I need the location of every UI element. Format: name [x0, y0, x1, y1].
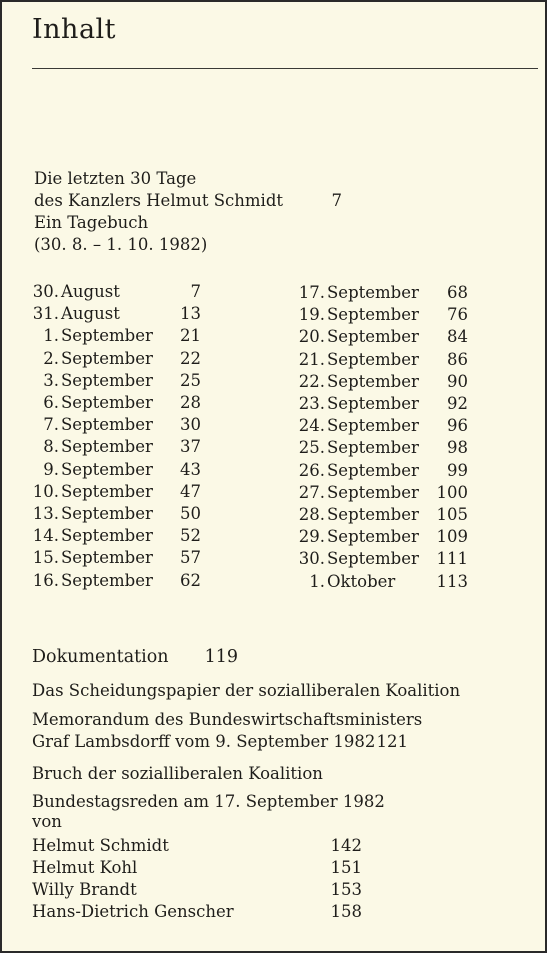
- diary-day-page: 96: [447, 416, 468, 436]
- intro-line-2: des Kanzlers Helmut Schmidt: [34, 191, 284, 210]
- diary-day-page: 25: [180, 370, 201, 390]
- diary-day-page: 113: [436, 571, 468, 591]
- speaker-page: 158: [330, 902, 362, 921]
- diary-day-page: 13: [180, 304, 201, 324]
- diary-day-page: 7: [190, 282, 201, 301]
- diary-day-label: September: [61, 437, 153, 457]
- diary-day-label: September: [61, 526, 153, 546]
- diary-day-number: 23.: [298, 394, 325, 413]
- diary-day-number: 30.: [32, 282, 59, 301]
- scheidung-title: Das Scheidungspapier der sozialliberalen Koalition: [32, 681, 461, 700]
- speaker-name: Willy Brandt: [32, 880, 137, 899]
- speaker-name: Hans-Dietrich Genscher: [32, 902, 234, 921]
- diary-day-label: September: [327, 283, 419, 302]
- documentation-page: 119: [204, 647, 238, 667]
- heading-rule: [32, 68, 538, 69]
- diary-day-number: 17.: [298, 283, 325, 302]
- diary-day-page: 22: [180, 348, 201, 368]
- diary-day-page: 84: [447, 327, 468, 347]
- diary-day-page: 92: [447, 394, 468, 413]
- diary-day-number: 20.: [298, 327, 325, 347]
- diary-day-page: 68: [447, 283, 468, 302]
- diary-day-label: September: [327, 482, 419, 502]
- diary-day-number: 1.: [309, 571, 325, 591]
- diary-day-label: September: [61, 570, 153, 590]
- diary-day-label: September: [61, 326, 153, 346]
- diary-day-label: September: [327, 394, 419, 413]
- diary-day-page: 100: [436, 482, 468, 502]
- diary-day-page: 62: [180, 570, 201, 590]
- speaker-page: 142: [330, 836, 362, 855]
- diary-day-number: 25.: [298, 438, 325, 458]
- diary-day-label: September: [61, 393, 153, 412]
- diary-day-number: 24.: [298, 416, 325, 436]
- bruch-title: Bruch der sozialliberalen Koalition: [32, 764, 323, 783]
- diary-day-page: 90: [447, 371, 468, 391]
- diary-day-label: September: [327, 460, 419, 480]
- documentation-title: Dokumentation: [32, 647, 169, 667]
- diary-day-label: September: [61, 459, 153, 479]
- diary-day-page: 52: [180, 526, 201, 546]
- diary-day-number: 6.: [43, 393, 59, 412]
- diary-day-number: 10.: [32, 481, 59, 501]
- diary-day-page: 86: [447, 349, 468, 369]
- speaker-page: 151: [330, 858, 362, 877]
- diary-day-label: September: [327, 305, 419, 325]
- diary-day-page: 43: [180, 459, 201, 479]
- diary-day-number: 28.: [298, 505, 325, 524]
- diary-day-number: 27.: [298, 482, 325, 502]
- memo-line-1: Memorandum des Bundeswirtschaftsministers: [32, 710, 423, 729]
- diary-day-number: 7.: [43, 415, 59, 435]
- diary-day-label: Oktober: [327, 571, 396, 591]
- diary-day-label: September: [327, 349, 419, 369]
- diary-day-number: 19.: [298, 305, 325, 325]
- diary-day-number: 16.: [32, 570, 59, 590]
- diary-day-number: 8.: [43, 437, 59, 457]
- speaker-name: Helmut Kohl: [32, 858, 138, 877]
- diary-day-number: 14.: [32, 526, 59, 546]
- diary-day-label: September: [61, 481, 153, 501]
- intro-line-3: Ein Tagebuch: [34, 213, 149, 232]
- diary-day-label: September: [61, 504, 153, 523]
- intro-page: 7: [331, 191, 342, 210]
- diary-day-page: 99: [447, 460, 468, 480]
- diary-day-number: 22.: [298, 371, 325, 391]
- diary-day-label: September: [327, 549, 419, 569]
- diary-day-label: September: [61, 348, 153, 368]
- diary-day-number: 29.: [298, 527, 325, 547]
- diary-day-number: 9.: [43, 459, 59, 479]
- diary-day-page: 57: [180, 548, 201, 568]
- diary-day-label: September: [327, 371, 419, 391]
- diary-day-label: September: [327, 527, 419, 547]
- diary-day-page: 98: [447, 438, 468, 458]
- diary-day-number: 26.: [298, 460, 325, 480]
- speaker-page: 153: [330, 880, 362, 899]
- diary-day-number: 30.: [298, 549, 325, 569]
- memo-line-2: Graf Lambsdorff vom 9. September 1982: [32, 732, 376, 751]
- diary-day-label: September: [61, 370, 153, 390]
- diary-day-page: 76: [447, 305, 468, 325]
- speaker-name: Helmut Schmidt: [32, 836, 169, 855]
- diary-day-label: August: [61, 282, 120, 301]
- reden-line-1: Bundestagsreden am 17. September 1982: [32, 792, 385, 811]
- diary-day-page: 30: [180, 415, 201, 435]
- diary-day-number: 21.: [298, 349, 325, 369]
- diary-day-number: 31.: [32, 304, 59, 324]
- intro-line-4: (30. 8. – 1. 10. 1982): [34, 235, 208, 254]
- diary-day-page: 105: [436, 505, 468, 524]
- page-heading: Inhalt: [32, 14, 117, 45]
- diary-day-page: 28: [180, 393, 201, 412]
- diary-day-label: September: [61, 548, 153, 568]
- diary-day-page: 111: [436, 549, 468, 569]
- diary-day-label: September: [327, 438, 419, 458]
- diary-day-page: 21: [180, 326, 201, 346]
- diary-day-page: 47: [180, 481, 201, 501]
- diary-day-label: September: [327, 327, 419, 347]
- diary-day-page: 37: [180, 437, 201, 457]
- diary-day-label: September: [61, 415, 153, 435]
- diary-day-number: 15.: [32, 548, 59, 568]
- diary-day-page: 109: [436, 527, 468, 547]
- diary-day-number: 3.: [43, 370, 59, 390]
- diary-day-number: 13.: [32, 504, 59, 523]
- diary-day-number: 1.: [43, 326, 59, 346]
- diary-day-page: 50: [180, 504, 201, 523]
- diary-day-label: September: [327, 416, 419, 436]
- reden-line-2: von: [32, 812, 62, 831]
- diary-day-label: August: [61, 304, 120, 324]
- diary-day-number: 2.: [43, 348, 59, 368]
- memo-page: 121: [376, 732, 408, 751]
- diary-day-label: September: [327, 505, 419, 524]
- intro-line-1: Die letzten 30 Tage: [34, 169, 197, 188]
